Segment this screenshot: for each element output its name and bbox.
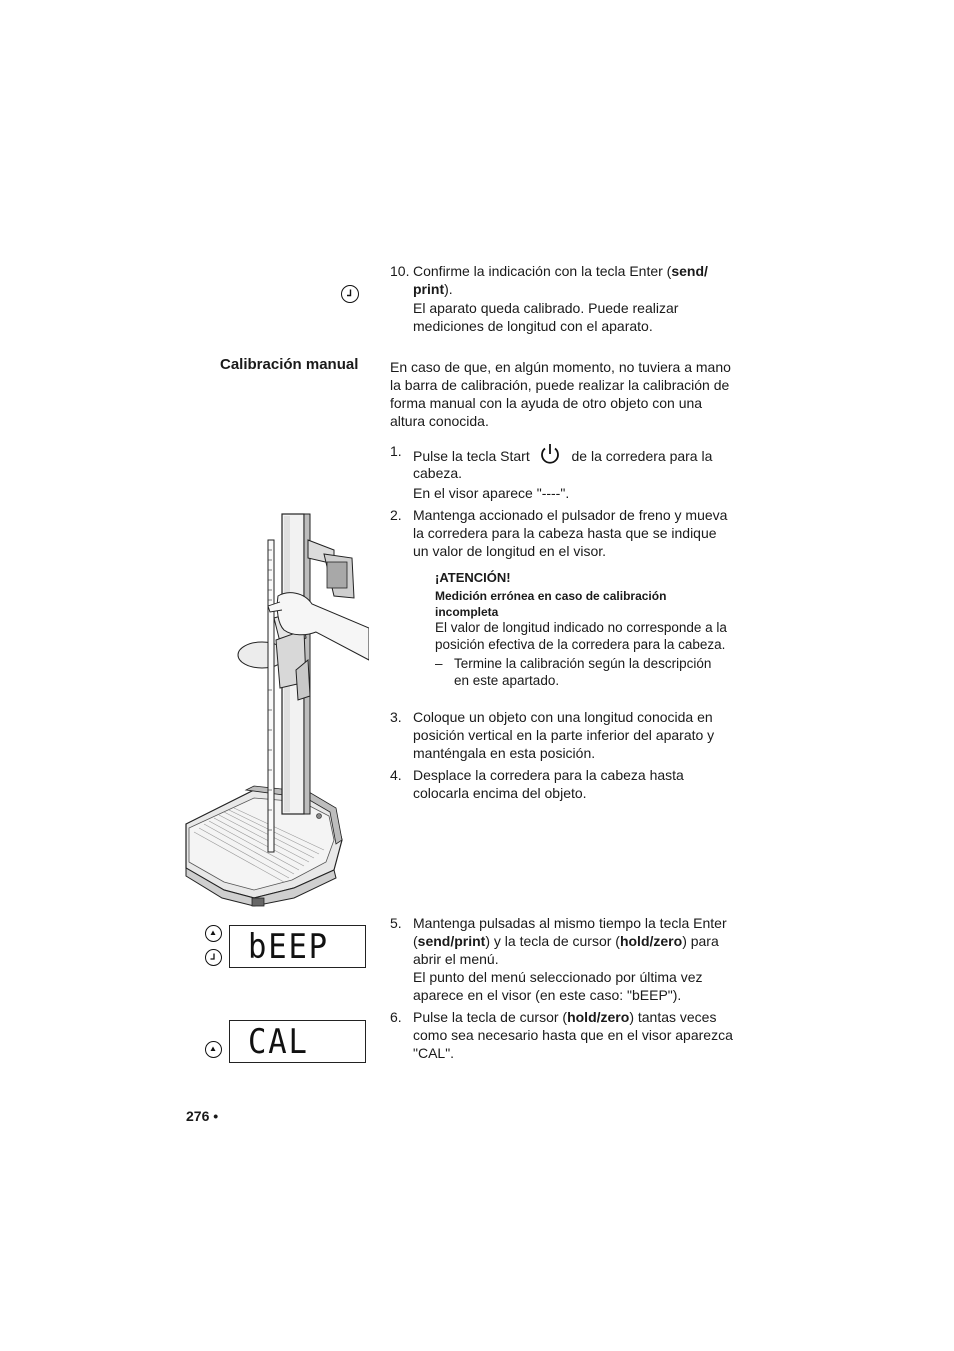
step-number: 3. [390, 709, 402, 725]
hold-zero-key-label: hold/zero [567, 1009, 630, 1025]
step-5-end: ) para [682, 933, 719, 949]
step-number: 6. [390, 1009, 402, 1025]
cursor-up-key-icon [205, 1041, 222, 1058]
step-1-post: de la corredera para la [571, 448, 713, 464]
warning-subtitle: Medición errónea en caso de calibración incompleta [435, 589, 667, 619]
step-10-line1: Confirme la indicación con la tecla Enter ( [413, 263, 672, 279]
step-1-text [413, 442, 743, 465]
lcd-text-beep: bEEP [248, 927, 329, 967]
step-2-text: Mantenga accionado el pulsador de freno y mueva la corredera para la cabeza hasta que se indique un valor de longitud en el visor. [413, 507, 728, 559]
step-5-line3: abrir el menú. [413, 951, 499, 967]
step-1-pre: Pulse la tecla Start [413, 448, 530, 464]
send-key-label: send/ [671, 263, 708, 279]
enter-key-icon [341, 285, 359, 303]
page-number: 276 • [186, 1108, 219, 1124]
step-5-mid: ) y la tecla de cursor ( [485, 933, 620, 949]
enter-key-icon [205, 949, 222, 966]
lcd-display-beep [229, 925, 366, 968]
step-number: 1. [390, 443, 402, 459]
step-4-text: Desplace la corredera para la cabeza hasta colocarla encima del objeto. [413, 767, 684, 801]
step-1-result: En el visor aparece "----". [413, 485, 570, 501]
step-10-line2: ). [444, 281, 453, 297]
print-key-label: print [413, 281, 445, 297]
step-5-text [413, 914, 733, 968]
paren: ( [413, 933, 418, 949]
dash: – [435, 656, 443, 671]
step-10-result: El aparato queda calibrado. Puede realizar mediciones de longitud con el aparato. [413, 300, 679, 334]
step-1-line2: cabeza. [413, 465, 463, 481]
step-number: 5. [390, 915, 402, 931]
step-5-line1: Mantenga pulsadas al mismo tiempo la tecla Enter [413, 915, 727, 931]
step-number: 4. [390, 767, 402, 783]
warning-block [435, 569, 735, 689]
cursor-up-key-icon [205, 925, 222, 942]
power-icon [538, 442, 564, 462]
warning-body: El valor de longitud indicado no corresponde a la posición efectiva de la corredera para la cabeza. [435, 620, 727, 652]
send-print-key-label: send/print [417, 933, 486, 949]
warning-title: ¡ATENCIÓN! [435, 570, 511, 585]
warning-action [435, 656, 735, 689]
step-6-post: ) tantas veces como sea necesario hasta que en el visor aparezca "CAL". [413, 1009, 733, 1061]
step-5-result: El punto del menú seleccionado por última vez aparece en el visor (en este caso: "bEEP"). [413, 969, 703, 1003]
step-10-text [413, 262, 733, 298]
step-3-text: Coloque un objeto con una longitud conocida en posición vertical en la parte inferior del aparato y manténgala en esta posición. [413, 709, 715, 761]
step-number: 10. [390, 263, 410, 279]
device-illustration [184, 510, 369, 910]
lcd-display-cal [229, 1020, 366, 1063]
warning-action-text: Termine la calibración según la descripción en este apartado. [454, 656, 712, 688]
lcd-text-cal: CAL [248, 1022, 309, 1062]
step-number: 2. [390, 507, 402, 523]
step-6-text [413, 1008, 735, 1062]
hold-zero-key-label: hold/zero [619, 933, 683, 949]
section-title: Calibración manual [220, 356, 359, 373]
section-intro: En caso de que, en algún momento, no tuviera a mano la barra de calibración, puede realizar la calibración de forma manual con la ayuda de otro objeto con una altura conocida. [390, 359, 731, 429]
step-6-pre: Pulse la tecla de cursor ( [413, 1009, 568, 1025]
